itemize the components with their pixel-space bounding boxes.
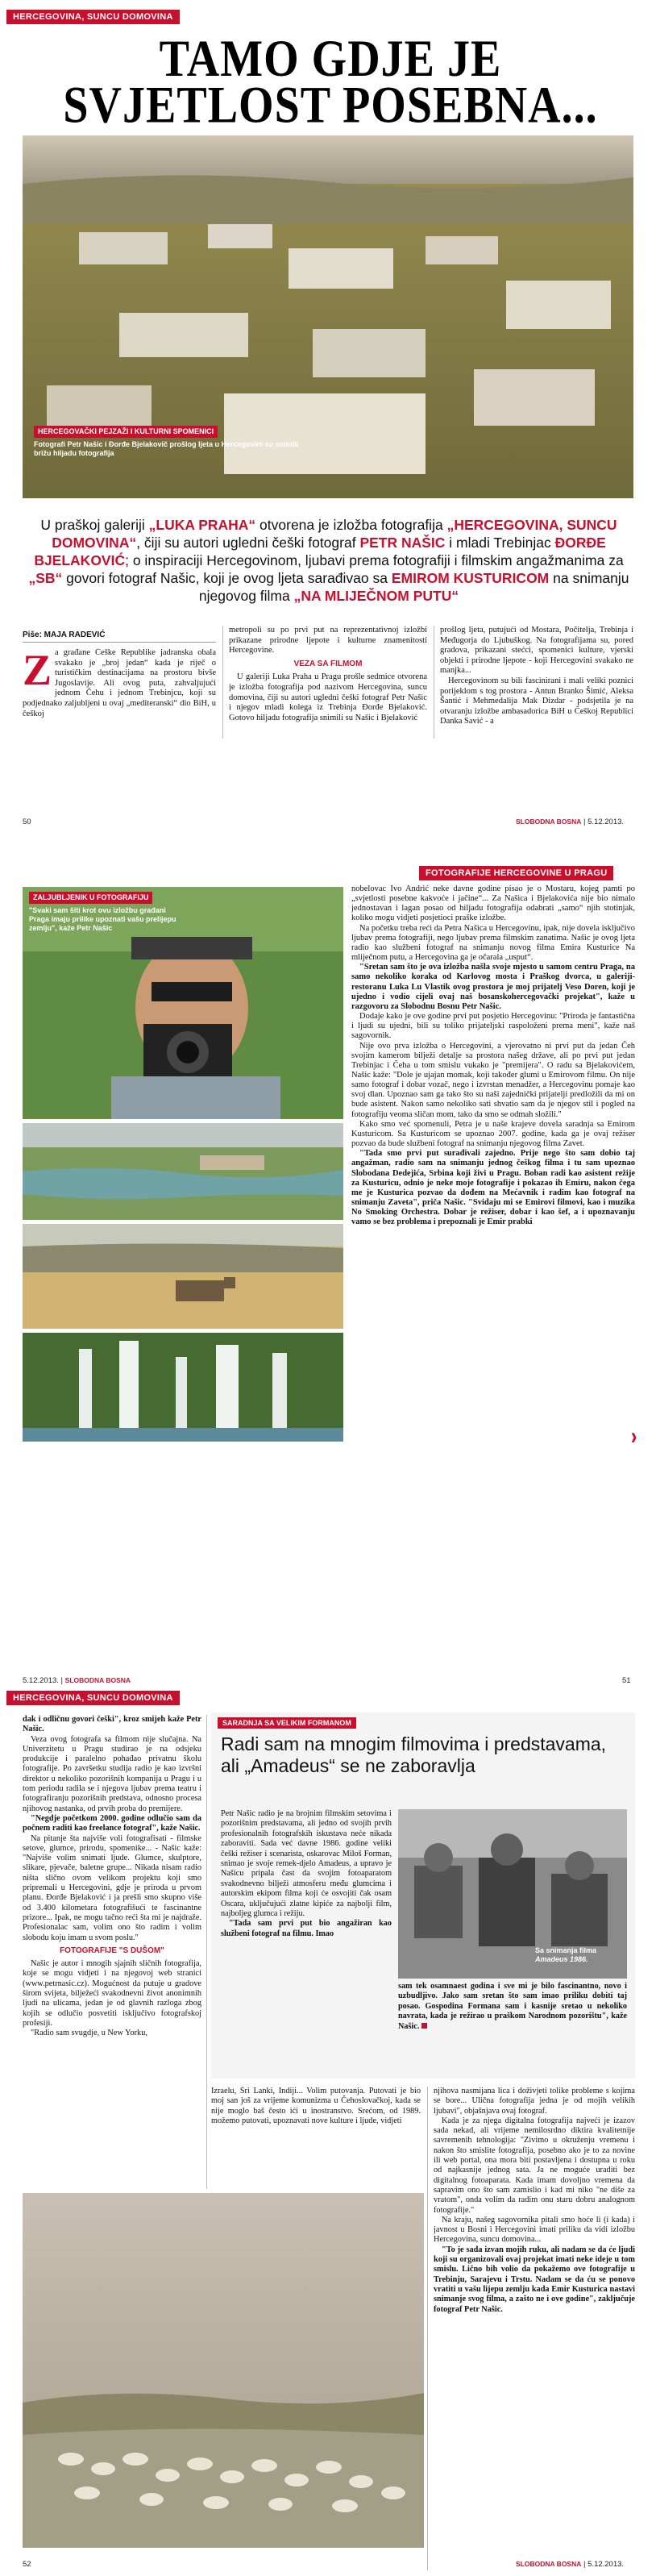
page1-column-2 bbox=[229, 626, 427, 739]
photo-caption-text: Fotografi Petr Našic i Đorđe Bjelakovič prošlog ljeta u Hercegovini su snimili brižu hiljadu fotografija bbox=[34, 440, 299, 457]
dropcap: Z bbox=[23, 648, 52, 694]
headline-line-2: SVJETLOST POSEBNA... bbox=[63, 77, 598, 135]
p3-col3-text2: Kada je za njega digitalna fotografija najveći je izazov sada nekad, ali vrijeme nemilosrdno diktira kvalitetnije savremenih tehnologija: "Zivimo u okruženju vremenu i nakon što smislite fotografija, posebno ako je to za novine ili web portal, ona mora biti postavljena i dostupna u roku od najkasnije jednog sata. Ja ne moguće uraditi bez digitalnog fotoaparata. Kada imam dovoljno vremena da sapravim ono što sam zamislio i kad mi niko "ne diše za vratom", onda volim da radim onu staru dobru analognom fotografije." bbox=[434, 2116, 635, 2215]
lead-text: ; o inspiraciji Hercegovinom, ljubavi prema fotografiji i filmskim angažmanima za bbox=[125, 552, 624, 568]
page1-column-3 bbox=[440, 626, 633, 739]
page3-column-1 bbox=[23, 1715, 201, 2189]
box-col1-text: Petr Našic radio je na brojnim filmskim setovima i pozorišnim predstavama, ali jedno od svojih prvih profesionalnih fotografskih iskustava neće nikada zaboraviti. Sada već davne 1986. godine veliki češki režiser i scenarista, oskarovac Miloš Forman, snimao je svoje remek-djelo Amadeus, a upravo je Našicu pripala čast da svojim fotoaparatom svakodnevno bilježi atmosferu među glumcima i autorskim ekipom filma koji će osvojiti čak osam Oscara, uključujući zlatne kipiće za najbolji film, najboljeg glumca i režiju. bbox=[221, 1809, 392, 1919]
amadeus-caption-title: Sa snimanja filma bbox=[535, 1946, 597, 1954]
lead-text: , čiji su autori ugledni češki fotograf bbox=[136, 535, 360, 551]
lead-emir: EMIROM KUSTURICOM bbox=[391, 570, 550, 586]
cow-meadow-photo bbox=[23, 1224, 343, 1329]
section-tag: HERCEGOVINA, SUNCU DOMOVINA bbox=[6, 10, 180, 24]
p3-col1-text3: "Negdje početkom 2000. godine odlučio sam da počnem raditi kao freelance fotograf", kaže Našic. bbox=[23, 1813, 201, 1833]
portrait-photo bbox=[23, 887, 343, 1119]
amadeus-caption-film: Amadeus 1986. bbox=[535, 1955, 588, 1963]
lead-text: govori fotograf Našic, koji je ovog ljeta sarađivao sa bbox=[62, 570, 392, 586]
headline-line-1: TAMO GDJE JE bbox=[159, 30, 502, 88]
section-tag: HERCEGOVINA, SUNCU DOMOVINA bbox=[6, 1691, 180, 1705]
box-tag: SARADNJA SA VELIKIM FORMANOM bbox=[218, 1717, 356, 1729]
lead-film: „NA MLIJEČNOM PUTU“ bbox=[293, 588, 459, 604]
lead-paragraph bbox=[23, 516, 635, 605]
col3-text2: Hercegovinom su bili fascinirani i mali veliki poznici porijeklom s tog prostora - Antun Branko Šimić, Aleksa Šantić i Mehmedalija Mak Dizdar - podsjetila je na otvaranju izložbe ambasadorica BiH u Češkoj Republici Danka Savić - a bbox=[440, 676, 633, 726]
folio-date: 5.12.2013. bbox=[587, 2560, 625, 2569]
amadeus-caption bbox=[535, 1946, 624, 1964]
p3-col3-text3: Na kraju, našeg sagovornika pitali smo hoće li (i kada) i javnost u Bosni i Hercegovini imati priliku da vidi izložbu Hercegovina, suncu domovina... bbox=[434, 2215, 635, 2245]
p2-text2: Na početku treba reći da Petra Našica u Hercegovinu, ipak, nije dovela isključivo ljubav prema fotografiji, nego ljubav prema filmskim zanatima. Našic je ovog ljeta radio kao službeni fotograf na snimanju novog filma Emira Kusturice Na mliječnom putu, a Hercegovina ga je očarala „usput“. bbox=[351, 923, 635, 963]
page1-column-1 bbox=[23, 648, 216, 737]
box-column-1 bbox=[221, 1809, 392, 2072]
page3-folio: SLOBODNA BOSNA | 5.12.2013. bbox=[516, 2560, 625, 2569]
box-col1-text2: "Tada sam prvi put bio angažiran kao službeni fotograf na filmu. Imao bbox=[221, 1919, 392, 1938]
author-byline: Piše: MAJA RADEVIĆ bbox=[23, 630, 106, 639]
section-tag: FOTOGRAFIJE HERCEGOVINE U PRAGU bbox=[419, 866, 613, 880]
lead-gallery: „LUKA PRAHA“ bbox=[148, 517, 256, 533]
lead-sb: „SB“ bbox=[28, 570, 63, 586]
p3-col1-text5: Našic je autor i mnogih sjajnih sličnih fotografija, koje se mogu vidjeti i na njegovoj web stranici (www.petrnasic.cz). Mogućnost da putuje u gradove širom svijeta, bilježeći svakodnevni život anonimnih ljudi na ulicama, jedan je od glavnih razloga zbog kojih se odlučio posvetiti isključivo fotografskoj profesiji. bbox=[23, 1959, 201, 2028]
col1-text: a građane Češke Republike jadranska obala svakako je „broj jedan“ kada je riječ o turističkim destinacijama na prostoru bivše Jugoslavije. Ali ovog puta, zahvaljujući jednom Čehu i jednom Trebinjcu, koji su podjednako zaljubljeni u ovaj „mediteranski“ dio BiH, u češkoj bbox=[23, 648, 216, 718]
box-column-2 bbox=[398, 1982, 627, 2072]
byline-rule bbox=[23, 642, 216, 643]
page1-folio: SLOBODNA BOSNA | 5.12.2013. bbox=[516, 818, 625, 826]
lead-text: na snimanju njegovog filma bbox=[198, 570, 629, 604]
folio-date: 5.12.2013. bbox=[23, 1676, 59, 1685]
sheep-illustration bbox=[23, 2193, 424, 2548]
hero-photo-stecci bbox=[23, 135, 633, 498]
end-mark-icon bbox=[421, 2023, 427, 2029]
p3-col3-text4: "To je sada izvan mojih ruku, ali nadam se da će ljudi koji su organizovali ovaj projekat imati neke ideje u tom smislu. Lično bih volio da pokažemo ove fotografije u Trebinju, Sarajevu i Trstu. Nadam se da ću se ponovo vratiti u vašu lijepu zemlju kada Emir Kusturica nastavi snimanje svog filma, a zašto ne i ove godine", zaključuje fotograf Petr Našic. bbox=[434, 2245, 635, 2314]
p2-text5: Nije ovo prva izložba o Hercegovini, a vjerovatno ni prvi put da jedan Čeh svojim kamerom bilježi detalje sa prostora našeg države, ali po prvi put jedan Trebinjac i Čeha u tom smislu vukako je "premijera". O radu sa Bjelakovićem, Našic kaže: "Dole je ujajan momak, koji također glumi u Emirovom filmu. On nije samo fotograf i dobar vozač, nego i izvrstan menadžer, a Hercegovinu pomaje kao svoj dlan. Upoznao sam ga tako što su naši zajednički prijatelji predložili da mi on bude asistent. Nakon samo nekoliko sati shvatio sam da je njegov stil i pogled na fotografiju veoma sličan mom, tako da smo se odmah složili." bbox=[351, 1041, 635, 1119]
amadeus-photo bbox=[398, 1809, 627, 1979]
portrait-caption-title: ZALJUBLJENIK U FOTOGRAFIJU bbox=[29, 892, 152, 904]
photo-caption-title: HERCEGOVAČKI PEJZAŽI I KULTURNI SPOMENICI bbox=[34, 426, 218, 438]
col2-text2: U galeriji Luka Praha u Pragu prošle sedmice otvorena je izložba fotografija pod nazivom Hercegovina, suncu domovina, čiji su autori ugledni češki fotograf Petr Našic i njegov mladi kolega iz Trebinja Đorđe Bjelaković. Gotovo hiljadu fotografija snimili su Našic i Bjelaković bbox=[229, 672, 427, 722]
p3-col2-text: Izraelu, Šri Lanki, Indiji... Volim putovanja. Putovati je bio moj san još za vrijeme komunizma u Čehoslovačkoj, kada se nije moglo baš često ići u inostranstvo. Srećom, od 1989. možemo putovati, upoznavati nove kulture i ljude, vidjeti bbox=[211, 2087, 421, 2125]
lead-djordje: ĐORĐE BJELAKOVIĆ bbox=[34, 535, 606, 568]
folio-date: 5.12.2013. bbox=[587, 818, 625, 826]
waterfall-illustration bbox=[23, 1333, 343, 1442]
lead-petr: PETR NAŠIC bbox=[359, 535, 446, 551]
cow-illustration bbox=[23, 1224, 343, 1329]
folio-brand: SLOBODNA BOSNA bbox=[516, 2560, 582, 2568]
folio-brand: SLOBODNA BOSNA bbox=[516, 818, 582, 826]
p3-col1-text: dak i odličnu govori češki", kroz smijeh kaže Petr Našic. bbox=[23, 1715, 201, 1734]
p3-col1-text4: Na pitanje šta najviše voli fotografisati - filmske setove, glumce, prirodu, spomenike... - Našic kaže: "Najviše volim snimati ljude. Glumce, skulptore, slikare, pjevače, baletne grupe... Nikada nisam radio ništa slično ovom velikom projektu koji smo pripremali u Hercegovini, gdje je priroda u prvom planu. Đorđe Bjelaković i ja prešli smo skupno više od 3.400 kilometara fotografišući te fascinantne prizore... Ipak, ne mogu tačno reći šta mi je najdraže. Profesionalac sam, volim ono što radim i volim slobodu koju imam u svom poslu." bbox=[23, 1833, 201, 1942]
page3-column-3 bbox=[434, 2087, 635, 2564]
p2-text6: Kako smo već spomenuli, Petra je u naše krajeve dovela saradnja sa Emirom Kusturicom. Sa Kusturicom se upoznao 2007. godine, kada ga je ovaj režiser pozvao da bude službeni fotograf na snimanju njegovog filma Zavet. bbox=[351, 1119, 635, 1149]
sidebar-box bbox=[211, 1712, 635, 2079]
lead-exhibition: „HERCEGOVINA, SUNCU DOMOVINA“ bbox=[52, 517, 617, 551]
page1-folio-number: 50 bbox=[23, 818, 31, 826]
col2-text: metropoli su po prvi put na reprezentativnoj izložbi prikazane prirodne ljepote i kulturne znamenitosti Hercegovine. bbox=[229, 626, 427, 655]
box-col2-text: sam tek osamnaest godina i sve mi je bilo fascinantno, novo i uzbudljivo. Jako sam sretan što sam imao priliku dobiti taj posao. Gospodina Formana sam i kasnije sretao u nekoliko navrata, kada je režirao u praškom Narodnom pozorištu", kaže Našic. bbox=[398, 1982, 627, 2031]
p2-text4: Dodaje kako je ove godine prvi put posjetio Hercegovinu: "Priroda je fantastična i ljudi su ujedni, bili su toliko prijateljski raspoloženi prema meni", kaže naš sagovornik. bbox=[351, 1012, 635, 1041]
river-photo bbox=[23, 1123, 343, 1220]
lead-text: otvorena je izložba fotografija bbox=[255, 517, 447, 533]
page2-folio-number: 51 bbox=[622, 1676, 631, 1685]
p2-text7: "Tada smo prvi put surađivali zajedno. Prije nego što sam dobio taj angažman, radio sam na snimanju jednog češkog filma i tu sam upoznao Slobodana Dedejića, Srbina koji živi u Pragu. Boban radi kao asistent režije za Kusturicu, odnio je neke moje fotografije i pokazao ih Emiru, nakon čega me je Kusturica pozvao da dođem na Mećavnik i radim kao fotograf na snimanju Zaveta", priča Našic. "Svidaju mi se Emirovi filmovi, kao i muzika No Smoking Orchestra. Dobar je režiser, dobar i kao šef, a i upoznavanju vamo se bez problema i prepoznali je Emir prabki bbox=[351, 1149, 635, 1227]
page2-folio: 5.12.2013. | SLOBODNA BOSNA bbox=[23, 1676, 131, 1685]
lead-text: U praškoj galeriji bbox=[40, 517, 149, 533]
portrait-caption-text: "Svaki sam šiti krot ovu izložbu građani Praga imaju prilike upoznati vašu prelijepu zemlju", kaže Petr Našic bbox=[29, 906, 176, 932]
page3-column-2 bbox=[211, 2087, 421, 2188]
headline bbox=[32, 30, 629, 135]
p2-text1: nobelovac Ivo Andrić neke davne godine pisao je o Mostaru, kojeg pamti po „svjetlosti posebne kakvoće i jačine“... Za Našica i Bjelakovića nije bio nimalo jednostavan i lagan posao od hiljadu fotografija odabrati „samo“ njih stotinjak, koliko mogu vidjeti posjetioci praške izložbe. bbox=[351, 884, 635, 923]
river-illustration bbox=[23, 1123, 343, 1220]
col3-text: prošlog ljeta, putujući od Mostara, Počitelja, Trebinja i Međugorja do Ljubuškog. Na fotografijama su, pored gradova, prikazani stećci, spomenici kulture, vjerski objekti i prirodne ljepote - koji Hercegovini svakako ne manjka... bbox=[440, 626, 633, 676]
sheep-landscape-photo bbox=[23, 2193, 424, 2548]
column-divider bbox=[427, 2087, 428, 2570]
p3-col1-text6: "Radio sam svugdje, u New Yorku, bbox=[31, 2029, 147, 2038]
p2-text3: "Sretan sam što je ova izložba našla svoje mjesto u samom centru Praga, na samo nekoliko koraka od Karlovog mosta i Praškog dvorca, u galeriji-restoranu Luka Lu Vlastik ovog prostora je moj prijatelj Veso Doren, koji je ujedno i vodio cijeli ovaj naš bosanskohercegovački projekat", kaže u razgovoru za Slobodnu Bosnu Petr Našic. bbox=[351, 963, 635, 1011]
waterfall-photo bbox=[23, 1333, 343, 1442]
p3-col3-text: njihova nasmijana lica i doživjeti tolike probleme s kojima se bore... Ulična fotografija jedna je od mojih velikih ljubavi", objašnjava ovaj fotograf. bbox=[434, 2087, 635, 2116]
page2-column bbox=[351, 884, 638, 1442]
page3-folio-number: 52 bbox=[23, 2560, 31, 2569]
p3-col1-subheading: FOTOGRAFIJE "S DUŠOM" bbox=[60, 1946, 164, 1955]
p3-col1-text2: Veza ovog fotografa sa filmom nije slučajna. Na Univerzitetu u Pragu studirao je na odsjeku produkcije i paralelno pohađao privatnu školu fotografije. Po završetku studija radio je kao izvršni direktor u nekoliko pozorišnih kompanija u Pragu i u tom periodu radila se i njegova ljubav prema teatru i fotografiranju pozorišnih predstava, odnosno procesa njihovog nastanka, od prvih proba do premijere. bbox=[23, 1734, 201, 1813]
box-headline: Radi sam na mnogim filmovima i predstavama, ali „Amadeus“ se ne zaboravlja bbox=[221, 1733, 607, 1776]
lead-text: i mladi Trebinjac bbox=[445, 535, 555, 551]
column-divider bbox=[206, 1715, 207, 2189]
folio-brand: SLOBODNA BOSNA bbox=[64, 1676, 131, 1684]
col2-subheading: VEZA SA FILMOM bbox=[293, 659, 363, 668]
continue-arrow-icon: ❱ bbox=[630, 1433, 638, 1442]
column-divider bbox=[222, 626, 223, 739]
